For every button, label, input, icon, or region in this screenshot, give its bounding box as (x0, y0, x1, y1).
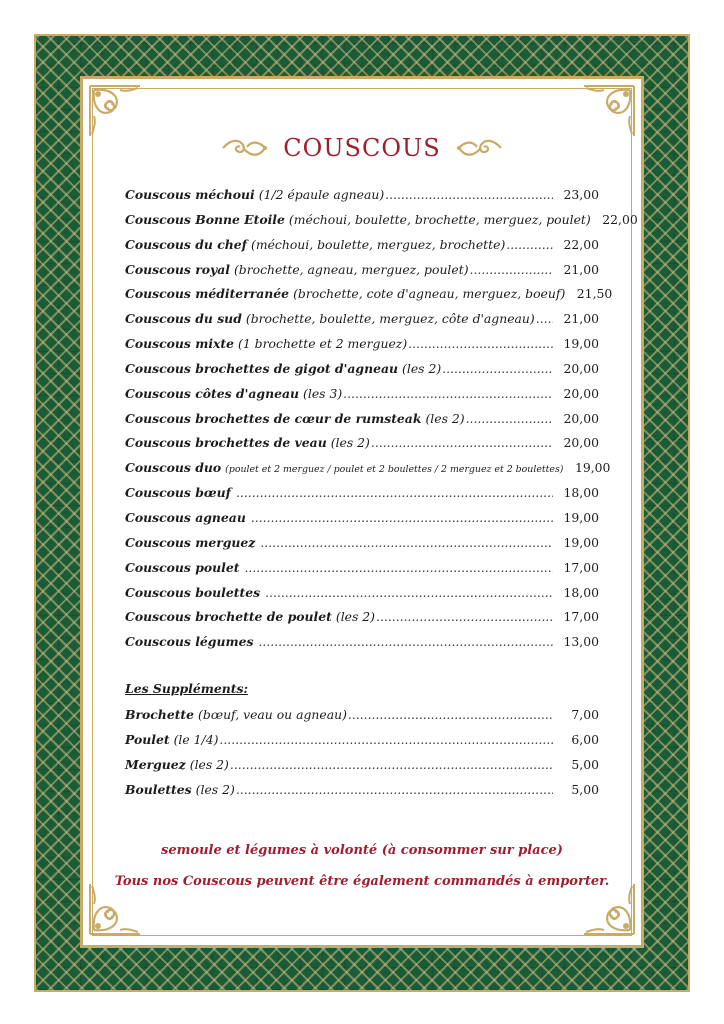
dot-leader (348, 703, 553, 728)
item-desc: (méchoui, boulette, brochette, merguez, poulet) (288, 211, 591, 227)
menu-item (125, 282, 613, 307)
page-title: COUSCOUS (283, 134, 441, 162)
item-price: 23,00 (563, 187, 599, 202)
title-right-flourish-icon (457, 135, 503, 161)
dot-leader (466, 407, 553, 432)
item-price: 17,00 (563, 559, 599, 575)
item-price: 5,00 (571, 756, 599, 772)
item-name: Couscous duo (125, 460, 222, 476)
item-name: Couscous côtes d'agneau (125, 385, 300, 401)
dot-leader (244, 556, 553, 581)
item-price: 20,00 (563, 360, 599, 376)
item-name: Couscous bœuf (125, 485, 231, 501)
item-price: 6,00 (571, 731, 599, 747)
dot-leader (371, 431, 553, 456)
menu-item (125, 183, 599, 208)
item-desc: (1 brochette et 2 merguez) (238, 336, 408, 352)
dot-leader (265, 581, 553, 606)
item-desc: (les 2) (195, 781, 235, 797)
item-desc: (brochette, cote d'agneau, merguez, boeuf) (293, 286, 566, 302)
dot-leader (258, 630, 553, 655)
item-name: Couscous brochettes de cœur de rumsteak (125, 410, 422, 426)
supplements-list (125, 703, 599, 802)
menu-item (125, 556, 599, 581)
item-name: Boulettes (125, 781, 192, 797)
item-price: 5,00 (571, 781, 599, 797)
dot-leader (236, 778, 553, 803)
supplements-heading: Les Suppléments: (125, 681, 249, 696)
item-price: 19,00 (563, 534, 599, 550)
item-name: Merguez (125, 756, 186, 772)
item-desc: (les 2) (330, 435, 370, 451)
menu-item (125, 481, 599, 506)
item-desc: (brochette, boulette, merguez, côte d'agneau) (245, 311, 535, 327)
item-price: 19,00 (563, 509, 599, 525)
dot-leader (230, 753, 553, 778)
menu-item (125, 357, 599, 382)
item-name: Couscous poulet (125, 559, 240, 575)
menu-item (125, 307, 599, 332)
item-name: Poulet (125, 731, 170, 747)
item-desc: (les 2) (189, 756, 229, 772)
item-desc: (les 3) (303, 385, 343, 401)
item-desc: (les 2) (402, 360, 442, 376)
item-desc: (les 2) (335, 609, 376, 625)
dot-leader (343, 382, 553, 407)
item-desc: (brochette, agneau, merguez, poulet) (233, 261, 469, 277)
item-price: 22,00 (563, 236, 599, 252)
item-name: Couscous du chef (125, 236, 247, 252)
menu-item (125, 407, 599, 432)
item-price: 20,00 (563, 435, 599, 451)
title-row (0, 128, 724, 168)
item-name: Couscous Bonne Etoile (125, 211, 285, 227)
supplement-item (125, 703, 599, 728)
item-name: Couscous méditerranée (125, 286, 290, 302)
item-price: 20,00 (563, 410, 599, 426)
item-name: Brochette (125, 707, 195, 722)
item-price: 18,00 (563, 584, 599, 600)
dot-leader (385, 183, 553, 208)
couscous-list (125, 183, 638, 655)
item-price: 7,00 (571, 707, 599, 722)
dot-leader (470, 258, 553, 283)
dot-leader (408, 332, 553, 357)
item-name: Couscous méchoui (125, 187, 255, 202)
item-name: Couscous boulettes (125, 584, 261, 600)
item-name: Couscous merguez (125, 534, 256, 550)
item-desc: (méchoui, boulette, merguez, brochette) (250, 236, 506, 252)
dot-leader (536, 307, 553, 332)
menu-item (125, 233, 599, 258)
dot-leader (219, 728, 553, 753)
menu-item (125, 605, 599, 630)
item-price: 17,00 (563, 609, 599, 625)
item-price: 18,00 (563, 485, 599, 501)
item-desc: (1/2 épaule agneau) (258, 187, 385, 202)
item-name: Couscous brochettes de veau (125, 435, 327, 451)
item-price: 19,00 (574, 460, 611, 476)
supplement-item (125, 728, 599, 753)
supplement-item (125, 753, 599, 778)
item-name: Couscous agneau (125, 509, 246, 525)
supplement-item (125, 778, 599, 803)
item-price: 19,00 (563, 336, 599, 352)
item-price: 20,00 (563, 385, 599, 401)
item-price: 21,50 (576, 286, 613, 302)
item-price: 21,00 (563, 261, 599, 277)
item-price: 22,00 (602, 211, 638, 227)
item-desc: (bœuf, veau ou agneau) (198, 707, 347, 722)
item-desc: (poulet et 2 merguez / poulet et 2 boulettes / 2 merguez et 2 boulettes) (225, 464, 564, 476)
item-price: 13,00 (563, 634, 599, 650)
title-left-flourish-icon (221, 135, 267, 161)
item-name: Couscous légumes (125, 634, 254, 650)
menu-item (125, 332, 599, 357)
menu-item (125, 456, 611, 481)
dot-leader (506, 233, 553, 258)
item-name: Couscous brochettes de gigot d'agneau (125, 360, 399, 376)
item-desc: (le 1/4) (173, 731, 219, 747)
footer-note-takeaway: Tous nos Couscous peuvent être également commandés à emporter. (114, 874, 610, 889)
menu-item (125, 531, 599, 556)
menu-item (125, 258, 599, 283)
menu-item (125, 208, 638, 233)
menu-item (125, 630, 599, 655)
footer-note-on-site: semoule et légumes à volonté (à consommer sur place) (161, 843, 563, 858)
item-name: Couscous mixte (125, 336, 235, 352)
menu-item (125, 506, 599, 531)
menu-item (125, 382, 599, 407)
item-price: 21,00 (563, 311, 599, 327)
dot-leader (376, 605, 553, 630)
menu-item (125, 581, 599, 606)
item-name: Couscous brochette de poulet (125, 609, 332, 625)
item-desc: (les 2) (425, 410, 465, 426)
item-name: Couscous du sud (125, 311, 242, 327)
dot-leader (236, 481, 553, 506)
dot-leader (442, 357, 553, 382)
item-name: Couscous royal (125, 261, 230, 277)
dot-leader (251, 506, 553, 531)
menu-item (125, 431, 599, 456)
dot-leader (260, 531, 553, 556)
